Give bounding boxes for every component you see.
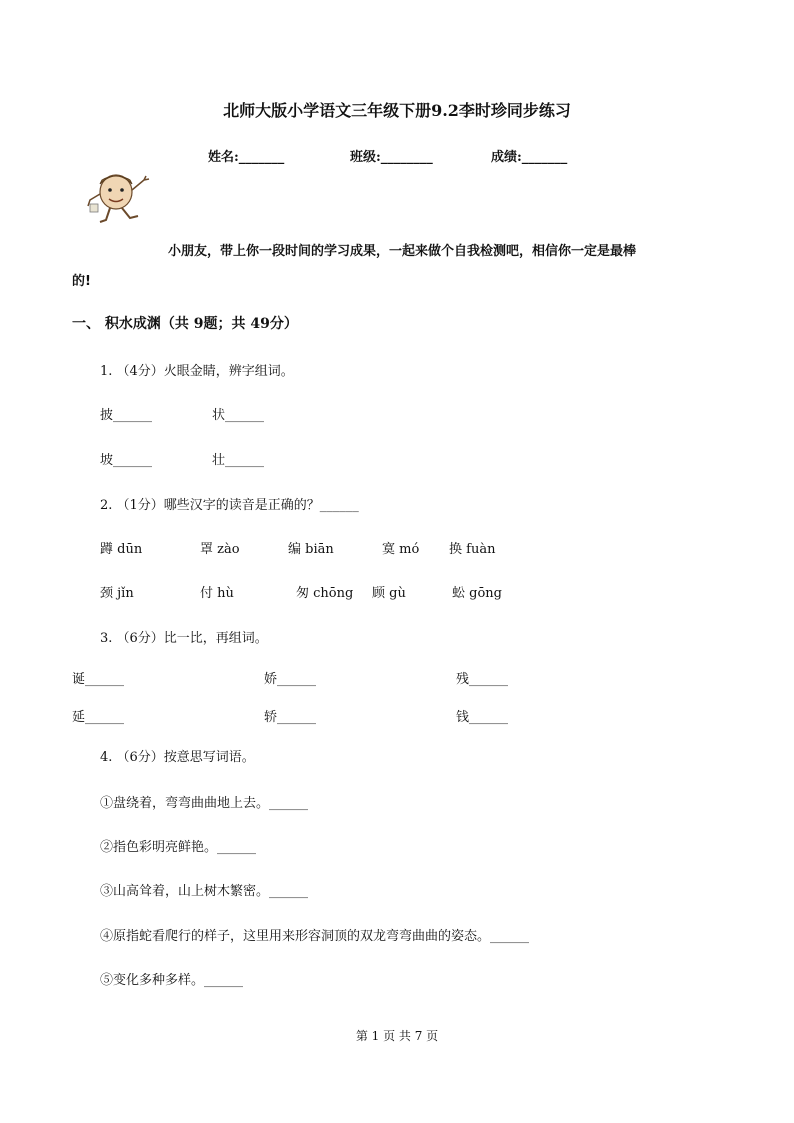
- q3-item: 延______: [72, 710, 125, 725]
- q4-item: ②指色彩明亮鲜艳。______: [100, 840, 257, 855]
- q2-option: 蚣 gōng: [452, 586, 502, 601]
- question-1-stem: 1. （4分）火眼金睛，辨字组词。: [100, 364, 294, 379]
- name-field: 姓名:_______: [208, 150, 285, 165]
- q4-item: ④原指蛇看爬行的样子，这里用来形容洞顶的双龙弯弯曲曲的姿态。______: [100, 929, 530, 944]
- q2-option: 寞 mó: [382, 542, 420, 557]
- q2-option: 匆 chōng: [296, 586, 354, 601]
- q3-item: 娇______: [264, 672, 317, 687]
- q4-item: ①盘绕着，弯弯曲曲地上去。______: [100, 796, 309, 811]
- q2-option: 蹲 dūn: [100, 542, 143, 557]
- class-field: 班级:________: [350, 150, 433, 165]
- q3-item: 轿______: [264, 710, 317, 725]
- question-4-stem: 4. （6分）按意思写词语。: [100, 750, 255, 765]
- question-2-stem: 2. （1分）哪些汉字的读音是正确的？______: [100, 498, 359, 513]
- page-title: 北师大版小学语文三年级下册9.2李时珍同步练习: [223, 101, 571, 120]
- q4-item: ⑤变化多种多样。______: [100, 973, 244, 988]
- q2-option: 换 fuàn: [449, 542, 496, 557]
- q1-item: 状______: [212, 408, 265, 423]
- q2-option: 顾 gù: [372, 586, 406, 601]
- intro-line-2: 的!: [72, 274, 91, 289]
- mascot-illustration: [86, 170, 156, 230]
- q3-item: 钱______: [456, 710, 509, 725]
- section-heading: 一、 积水成渊（共 9题；共 49分）: [72, 316, 298, 332]
- q1-item: 披______: [100, 408, 153, 423]
- q4-item: ③山高耸着，山上树木繁密。______: [100, 884, 309, 899]
- q1-item: 坡______: [100, 453, 153, 468]
- q2-option: 编 biān: [288, 542, 334, 557]
- q2-option: 付 hù: [200, 586, 234, 601]
- q1-item: 壮______: [212, 453, 265, 468]
- q2-option: 罩 zào: [200, 542, 240, 557]
- question-3-stem: 3. （6分）比一比，再组词。: [100, 631, 268, 646]
- q3-item: 残______: [456, 672, 509, 687]
- score-field: 成绩:_______: [491, 150, 568, 165]
- intro-line-1: 小朋友，带上你一段时间的学习成果，一起来做个自我检测吧，相信你一定是最棒: [168, 244, 637, 259]
- page-footer: 第 1 页 共 7 页: [355, 1029, 439, 1043]
- q2-option: 颈 jǐn: [100, 586, 134, 601]
- q3-item: 诞______: [72, 672, 125, 687]
